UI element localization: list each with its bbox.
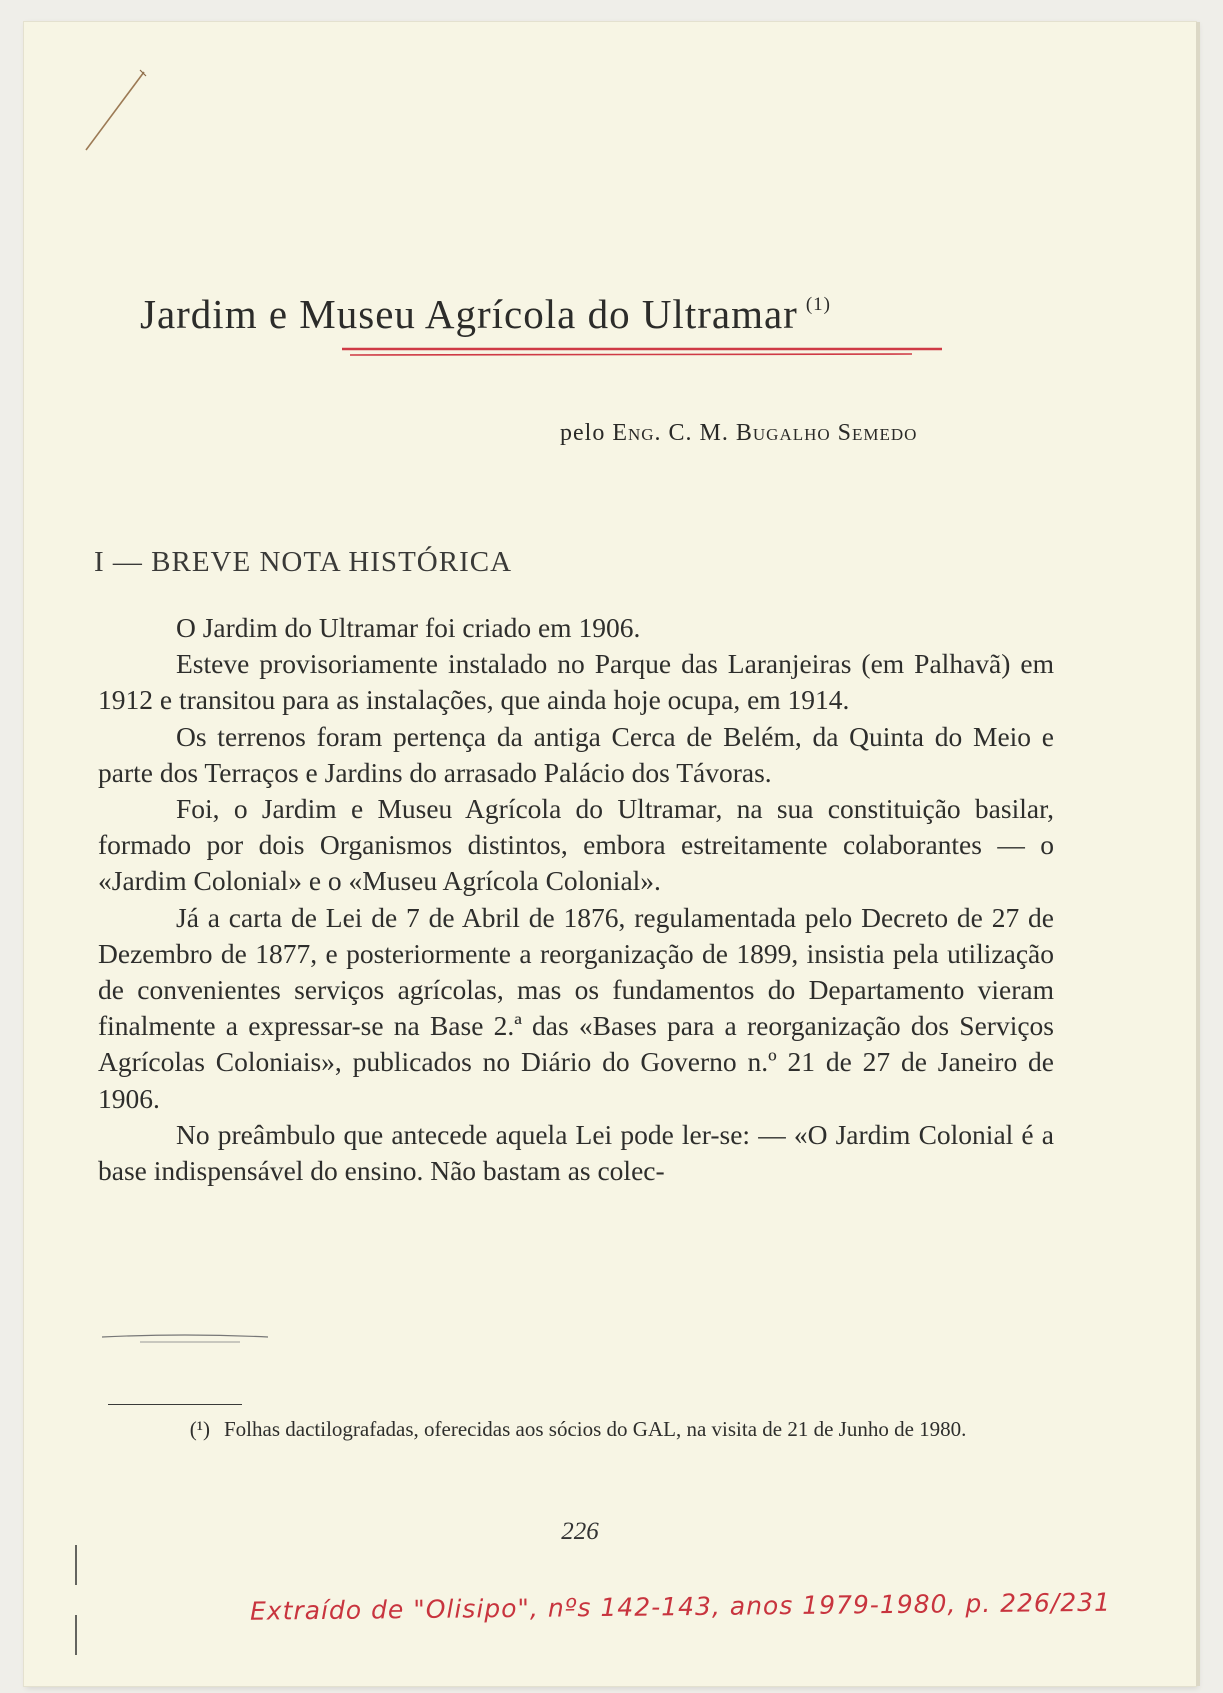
page-number: 226	[561, 1518, 599, 1545]
pencil-underline	[100, 1331, 270, 1345]
byline-prefix: pelo	[560, 420, 606, 446]
paragraph: Esteve provisoriamente instalado no Parque das Laranjeiras (em Palhavã) em 1912 e transitou para as instalações, que ainda hoje ocupa, em 1914.	[98, 648, 1054, 716]
title-block	[140, 290, 1020, 370]
binding-mark	[74, 1545, 78, 1655]
page-edge	[1196, 22, 1200, 1686]
paragraph: No preâmbulo que antecede aquela Lei pode ler-se: — «O Jardim Colonial é a base indispensável do ensino. Não bastam as colec-	[98, 1118, 1054, 1187]
title-text: Jardim e Museu Agrícola do Ultramar	[140, 291, 798, 337]
footnote-rule	[108, 1404, 242, 1405]
paragraph: O Jardim do Ultramar foi criado em 1906.	[176, 612, 641, 643]
title-footnote-ref: (1)	[805, 294, 831, 315]
footnote-text: Folhas dactilografadas, oferecidas aos sócios do GAL, na visita de 21 de Junho de 1980.	[224, 1417, 967, 1441]
byline-author: Eng. C. M. Bugalho Semedo	[612, 420, 918, 446]
handwritten-note: Extraído de "Olisipo", nºs 142-143, anos 1979-1980, p. 226/231	[249, 1587, 1112, 1626]
footnote-marker: (¹)	[189, 1417, 210, 1441]
pencil-stroke	[80, 68, 150, 158]
footnote	[106, 1412, 1058, 1447]
paragraph: Já a carta de Lei de 7 de Abril de 1876, regulamentada pelo Decreto de 27 de Dezembro de 1877, e posteriormente a reorganização de 1899, insistia pela utilização de convenientes serviços agrícolas, mas os fundamentos do Departamento vieram finalmente a expressar-se na Base 2.ª das «Bases para a reorganização dos Serviços Agrícolas Coloniais», publicados no Diário do Governo n.º 21 de 27 de Janeiro de 1906.	[98, 901, 1054, 1114]
paragraph: Foi, o Jardim e Museu Agrícola do Ultramar, na sua constituição basilar, formado por dois Organismos distintos, embora estreitamente colaborantes — o «Jardim Colonial» e o «Museu Agrícola Colonial».	[98, 793, 1054, 897]
byline	[560, 420, 1060, 447]
paragraph: Os terrenos foram pertença da antiga Cerca de Belém, da Quinta do Meio e parte dos Terraços e Jardins do arrasado Palácio dos Távoras.	[98, 720, 1054, 788]
body-text	[98, 610, 1054, 1189]
page-title	[140, 290, 1020, 338]
section-heading: I — BREVE NOTA HISTÓRICA	[94, 546, 513, 578]
red-underline	[342, 346, 942, 358]
